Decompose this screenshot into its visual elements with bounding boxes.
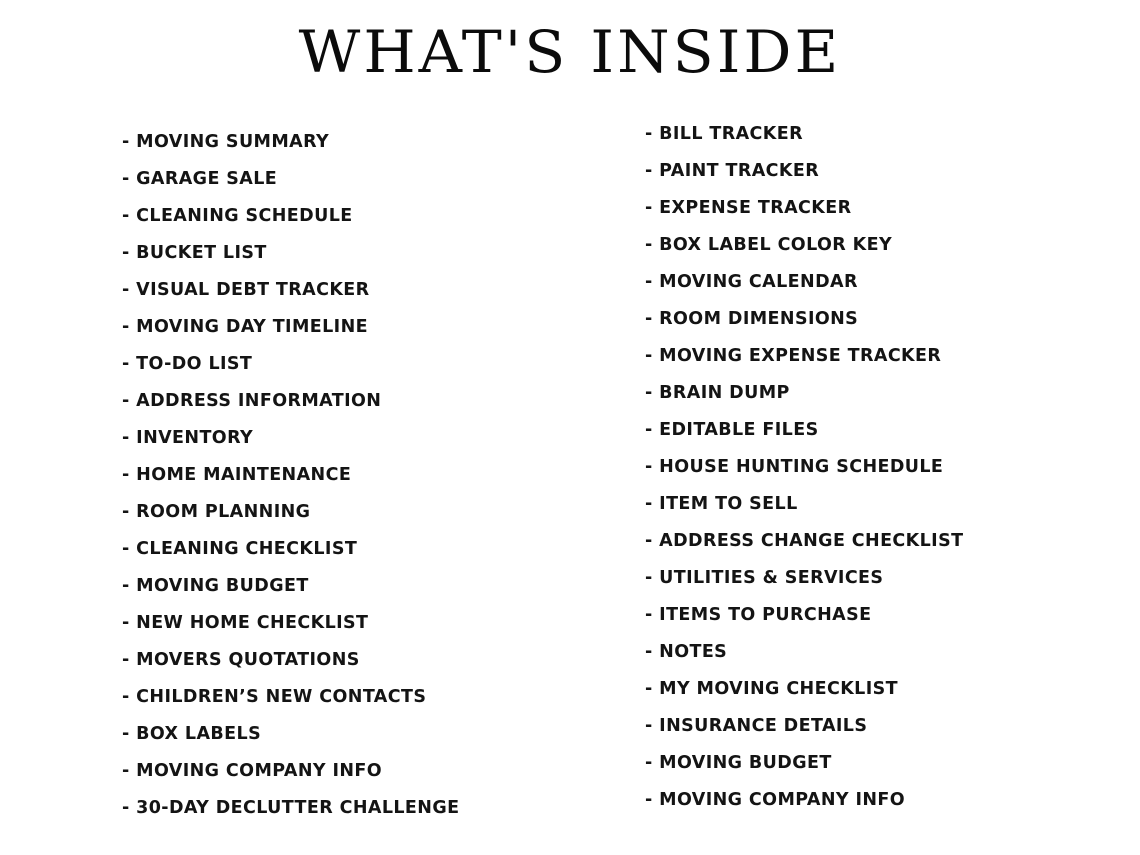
page-title: WHAT'S INSIDE [298,19,842,87]
list-item: - INSURANCE DETAILS [645,716,868,736]
list-item: - ADDRESS CHANGE CHECKLIST [645,531,964,551]
list-item: - MY MOVING CHECKLIST [645,679,898,699]
contents-list-left [122,128,592,831]
list-item: - HOME MAINTENANCE [122,465,352,485]
list-item: - MOVING BUDGET [645,753,832,773]
list-item: - TO-DO LIST [122,354,253,374]
list-item: - INVENTORY [122,428,254,448]
list-item: - MOVERS QUOTATIONS [122,650,360,670]
list-item: - MOVING BUDGET [122,576,309,596]
list-item: - MOVING COMPANY INFO [645,790,906,810]
list-item: - CLEANING CHECKLIST [122,539,358,559]
list-item: - EDITABLE FILES [645,420,819,440]
list-item: - BRAIN DUMP [645,383,790,403]
list-item: - MOVING CALENDAR [645,272,858,292]
list-item: - MOVING SUMMARY [122,132,330,152]
list-item: - GARAGE SALE [122,169,278,189]
list-item: - HOUSE HUNTING SCHEDULE [645,457,944,477]
list-item: - ITEMS TO PURCHASE [645,605,872,625]
list-item: - MOVING DAY TIMELINE [122,317,368,337]
list-item: - ITEM TO SELL [645,494,798,514]
list-item: - BOX LABELS [122,724,262,744]
list-item: - NOTES [645,642,728,662]
list-item: - UTILITIES & SERVICES [645,568,884,588]
list-item: - EXPENSE TRACKER [645,198,852,218]
list-item: - BUCKET LIST [122,243,267,263]
list-item: - BOX LABEL COLOR KEY [645,235,893,255]
list-item: - MOVING EXPENSE TRACKER [645,346,942,366]
list-item: - PAINT TRACKER [645,161,820,181]
list-item: - ROOM DIMENSIONS [645,309,859,329]
list-item: - MOVING COMPANY INFO [122,761,383,781]
list-item: - BILL TRACKER [645,124,803,144]
list-item: - ROOM PLANNING [122,502,311,522]
list-item: - CHILDREN’S NEW CONTACTS [122,687,427,707]
list-item: - NEW HOME CHECKLIST [122,613,369,633]
list-item: - VISUAL DEBT TRACKER [122,280,370,300]
list-item: - 30-DAY DECLUTTER CHALLENGE [122,798,460,818]
contents-list-right [645,120,1115,823]
list-item: - ADDRESS INFORMATION [122,391,382,411]
list-item: - CLEANING SCHEDULE [122,206,353,226]
